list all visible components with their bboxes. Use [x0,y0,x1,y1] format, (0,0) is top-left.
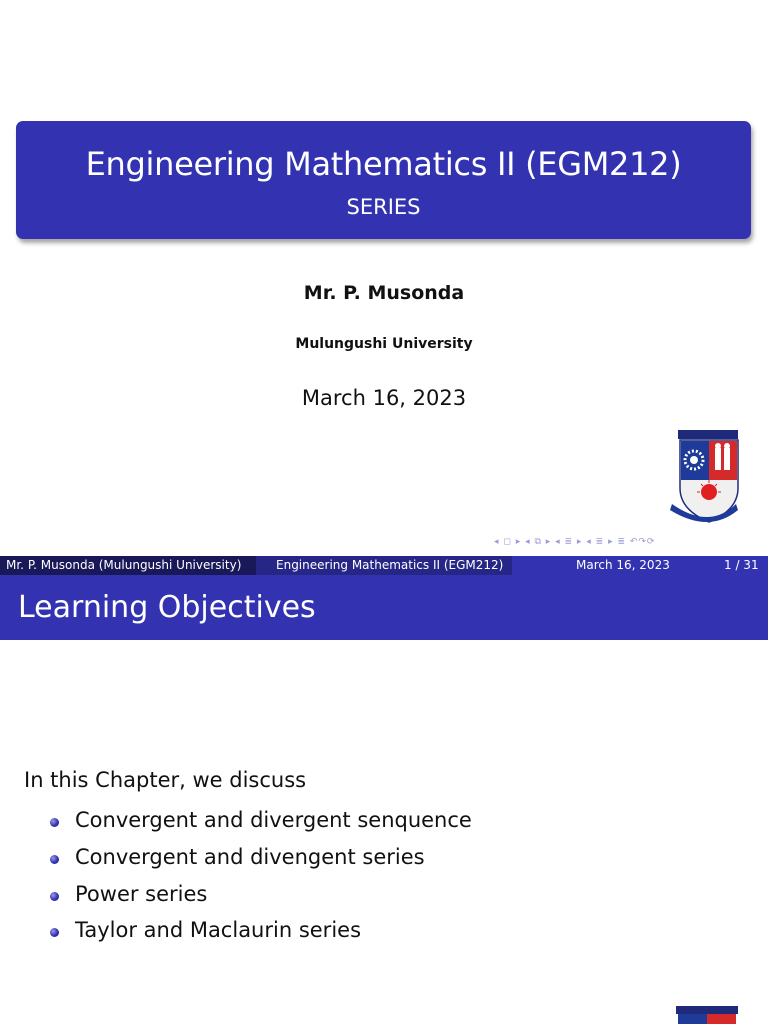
footer-title-segment [256,556,512,575]
list-item-text: Convergent and divengent series [75,845,425,869]
footer-date-segment [512,556,768,575]
presentation-title: Engineering Mathematics II (EGM212) [85,145,682,183]
footer-author: Mr. P. Musonda (Mulungushi University) [6,558,242,572]
institute-name: Mulungushi University [295,336,473,352]
list-item-text: Convergent and divergent senquence [75,808,472,832]
presentation-date: March 16, 2023 [301,386,467,410]
bullet-icon [50,928,59,937]
bullet-icon [50,892,59,901]
footer-author-segment [0,556,256,575]
beamer-navigation-icons[interactable]: ◂ ◻ ▸ ◂ ⧉ ▸ ◂ ≣ ▸ ◂ ≣ ▸ ≣ ↶↷⟳ [494,537,656,547]
list-item-text: Taylor and Maclaurin series [75,918,362,942]
footer-date: March 16, 2023 [576,558,670,572]
presentation-subtitle: SERIES [346,195,421,219]
list-item-text: Power series [75,882,208,906]
university-logo-partial [676,1004,738,1024]
intro-text: In this Chapter, we discuss [24,768,307,792]
title-block [16,121,751,239]
footer-title: Engineering Mathematics II (EGM212) [276,558,504,572]
frame-title: Learning Objectives [18,590,316,625]
footer-bar [0,556,768,575]
university-logo [668,426,740,526]
bullet-icon [50,855,59,864]
footer-page-number: 1 / 31 [724,558,759,572]
bullet-icon [50,818,59,827]
author-name: Mr. P. Musonda [303,282,465,304]
